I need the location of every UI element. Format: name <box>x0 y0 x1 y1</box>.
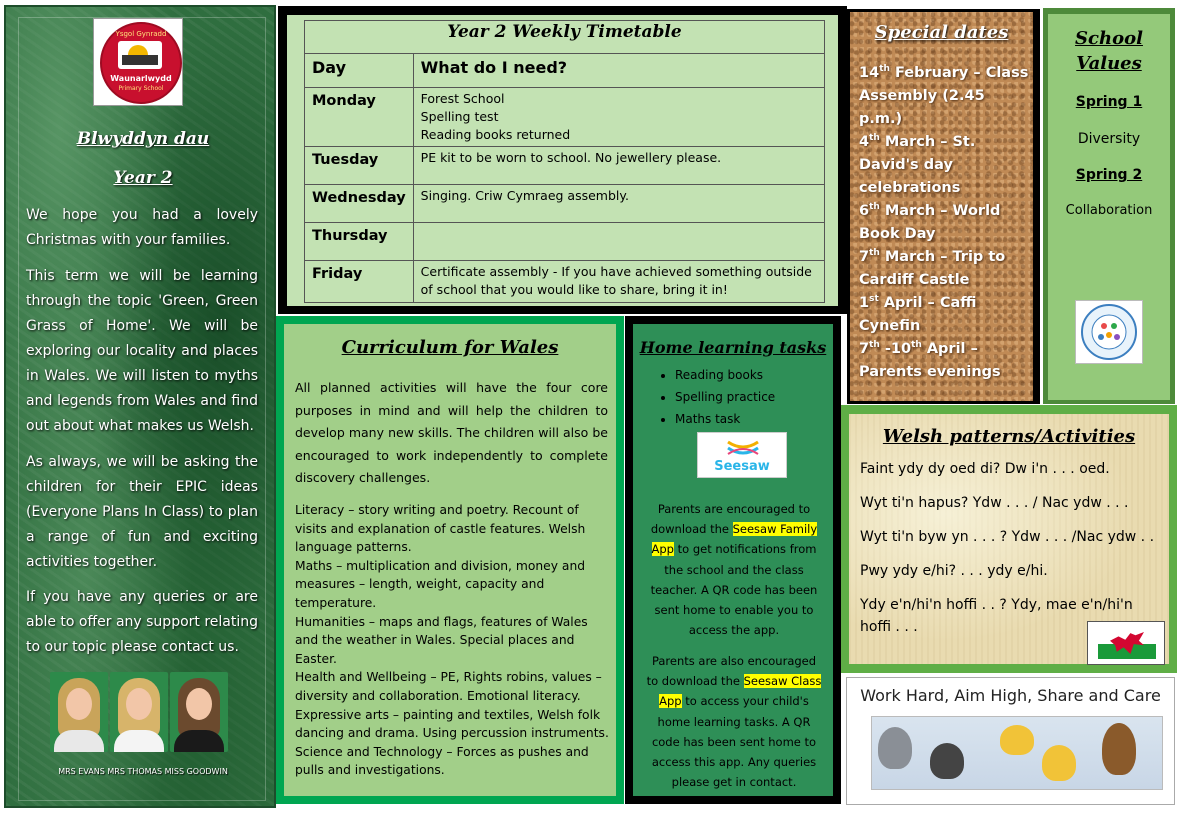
logo-text-main: Waunarlwydd <box>110 74 172 83</box>
logo-emblem-icon <box>118 41 162 69</box>
row-details <box>413 223 824 261</box>
list-item: Health and Wellbeing – PE, Rights robins, values – diversity and collaboration. Emotional literacy. <box>295 670 602 703</box>
seesaw-logo-text: Seesaw <box>714 459 770 474</box>
list-item: Humanities – maps and flags, features of Wales and the weather in Wales. Special places and Easter. <box>295 614 588 666</box>
spring-2-label: Spring 2 <box>1075 167 1143 183</box>
table-row <box>305 261 825 303</box>
list-item: Ydy e'n/hi'n hoffi . . ? Ydy, mae e'n/hi'n hoffi . . . <box>860 597 1133 635</box>
seesaw-class-note: Parents are also encouraged to download the Seesaw Class App to access your child's home learning tasks. A QR code has been sent home to access this app. Any queries please get in contact. <box>646 654 822 790</box>
date-item: 4th March – St. David's day celebrations <box>859 133 976 196</box>
staff-caption: MRS EVANS MRS THOMAS MISS GOODWIN <box>58 767 228 776</box>
motto-characters-banner <box>871 716 1163 790</box>
welsh-flag-icon <box>1087 621 1165 665</box>
header-need: What do I need? <box>413 54 824 88</box>
seesaw-mark-icon <box>726 438 760 458</box>
date-item: 14th February – Class Assembly (2.45 p.m.) <box>859 64 1029 127</box>
row-day: Friday <box>305 261 414 303</box>
row-line: Reading books returned <box>420 127 571 142</box>
table-row <box>305 88 825 147</box>
intro-paragraph-3: As always, we will be asking the children for their EPIC ideas (Everyone Plans In Class) to plan a range of fun and exciting activities together. <box>26 454 258 570</box>
row-line: Spelling test <box>420 109 499 124</box>
staff-photo-2 <box>110 672 168 752</box>
intro-paragraph-2: This term we will be learning through the topic 'Green, Green Grass of Home'. We will be exploring our locality and places in Wales. We will listen to myths and legends from Wales and find out about what makes us Welsh. <box>26 268 258 434</box>
home-learning-title: Home learning tasks <box>639 338 827 357</box>
intro-paragraph-4: If you have any queries or are able to offer any support relating to our topic please contact us. <box>26 589 259 655</box>
date-item: 6th March – World Book Day <box>859 202 1001 242</box>
table-row <box>305 223 825 261</box>
list-item: Pwy ydy e/hi? . . . ydy e/hi. <box>860 563 1048 579</box>
list-item: Literacy – story writing and poetry. Recount of visits and explanation of castle features. Welsh language patterns. <box>295 503 586 555</box>
list-item: Wyt ti'n hapus? Ydw . . . / Nac ydw . . . <box>860 495 1129 511</box>
spider-character-icon <box>930 743 964 779</box>
list-item: Science and Technology – Forces as pushes and pulls and investigations. <box>295 744 589 778</box>
bee-character-icon <box>1000 725 1034 755</box>
row-line: Forest School <box>420 91 505 106</box>
row-day: Monday <box>305 88 414 147</box>
spring-2-value: Collaboration <box>1065 203 1153 218</box>
intro-paragraph-1: We hope you had a lovely Christmas with your families. <box>26 207 258 248</box>
special-dates-panel <box>847 9 1040 404</box>
welsh-patterns-list <box>860 458 1162 638</box>
spring-1-label: Spring 1 <box>1075 94 1143 110</box>
values-title: School Values <box>1075 28 1143 74</box>
timetable-table <box>304 20 825 303</box>
header-day: Day <box>305 54 414 88</box>
table-row <box>305 147 825 185</box>
list-item: Maths – multiplication and division, money and measures – length, weight, capacity and temperature. <box>295 558 586 610</box>
logo-text-top: Ysgol Gynradd <box>115 30 167 38</box>
list-item: Wyt ti'n byw yn . . . ? Ydw . . . /Nac ydw . . <box>860 529 1155 545</box>
curriculum-areas <box>295 501 611 780</box>
school-motto-panel <box>846 677 1175 805</box>
welsh-patterns-title: Welsh patterns/Activities <box>882 426 1136 447</box>
date-item: 1st April – Caffi Cynefin <box>859 294 977 334</box>
seesaw-logo <box>697 432 787 478</box>
date-item: 7th March – Trip to Cardiff Castle <box>859 248 1006 288</box>
seesaw-family-note: Parents are encouraged to download the Seesaw Family App to get notifications from the school and the class teacher. A QR code has been sent home to enable you to access the app. <box>650 502 818 638</box>
special-dates-list <box>859 62 1031 384</box>
staff-photo-1 <box>50 672 108 752</box>
list-item: • Spelling practice <box>675 386 845 408</box>
list-item: Faint ydy dy oed di? Dw i'n . . . oed. <box>860 461 1110 477</box>
logo-text-bottom: Primary School <box>118 85 164 92</box>
row-details: PE kit to be worn to school. No jewellery please. <box>413 147 824 185</box>
school-motto: Work Hard, Aim High, Share and Care <box>860 686 1161 705</box>
date-item: 7th -10th April – Parents evenings <box>859 340 1001 380</box>
special-dates-title: Special dates <box>874 22 1009 43</box>
row-day: Tuesday <box>305 147 414 185</box>
owl-character-icon <box>1102 723 1136 775</box>
elephant-character-icon <box>878 727 912 769</box>
table-row <box>305 185 825 223</box>
curriculum-panel <box>276 316 624 804</box>
title-welsh: Blwyddyn dau <box>76 129 210 149</box>
row-day: Wednesday <box>305 185 414 223</box>
row-details: Certificate assembly - If you have achieved something outside of school that you would like to share, bring it in! <box>413 261 824 303</box>
list-item: Expressive arts – painting and textiles, Welsh folk dancing and drama. Using percussion instruments. <box>295 707 609 741</box>
row-details <box>413 88 824 147</box>
title-english: Year 2 <box>113 168 173 188</box>
seesaw-family-app-highlight: Seesaw Family App <box>651 522 818 557</box>
school-logo <box>93 18 183 106</box>
list-item: • Reading books <box>675 364 845 386</box>
curriculum-intro: All planned activities will have the four core purposes in mind and will help the children to develop many new skills. The children will also be encouraged to work independently to complete discovery challenges. <box>295 380 608 485</box>
row-details: Singing. Criw Cymraeg assembly. <box>413 185 824 223</box>
bee-character-icon <box>1042 745 1076 781</box>
home-learning-panel <box>625 316 841 804</box>
unicef-badge-icon <box>1076 301 1142 363</box>
curriculum-title: Curriculum for Wales <box>341 337 559 358</box>
school-values-panel <box>1043 8 1175 404</box>
seesaw-class-app-highlight: Seesaw Class App <box>659 674 822 709</box>
home-learning-list <box>655 364 845 430</box>
staff-photo-3 <box>170 672 228 752</box>
timetable-title: Year 2 Weekly Timetable <box>305 21 825 54</box>
list-item: • Maths task <box>675 408 845 430</box>
spring-1-value: Diversity <box>1077 131 1141 147</box>
timetable-panel <box>278 6 847 314</box>
row-day: Thursday <box>305 223 414 261</box>
rights-respecting-badge <box>1075 300 1143 364</box>
